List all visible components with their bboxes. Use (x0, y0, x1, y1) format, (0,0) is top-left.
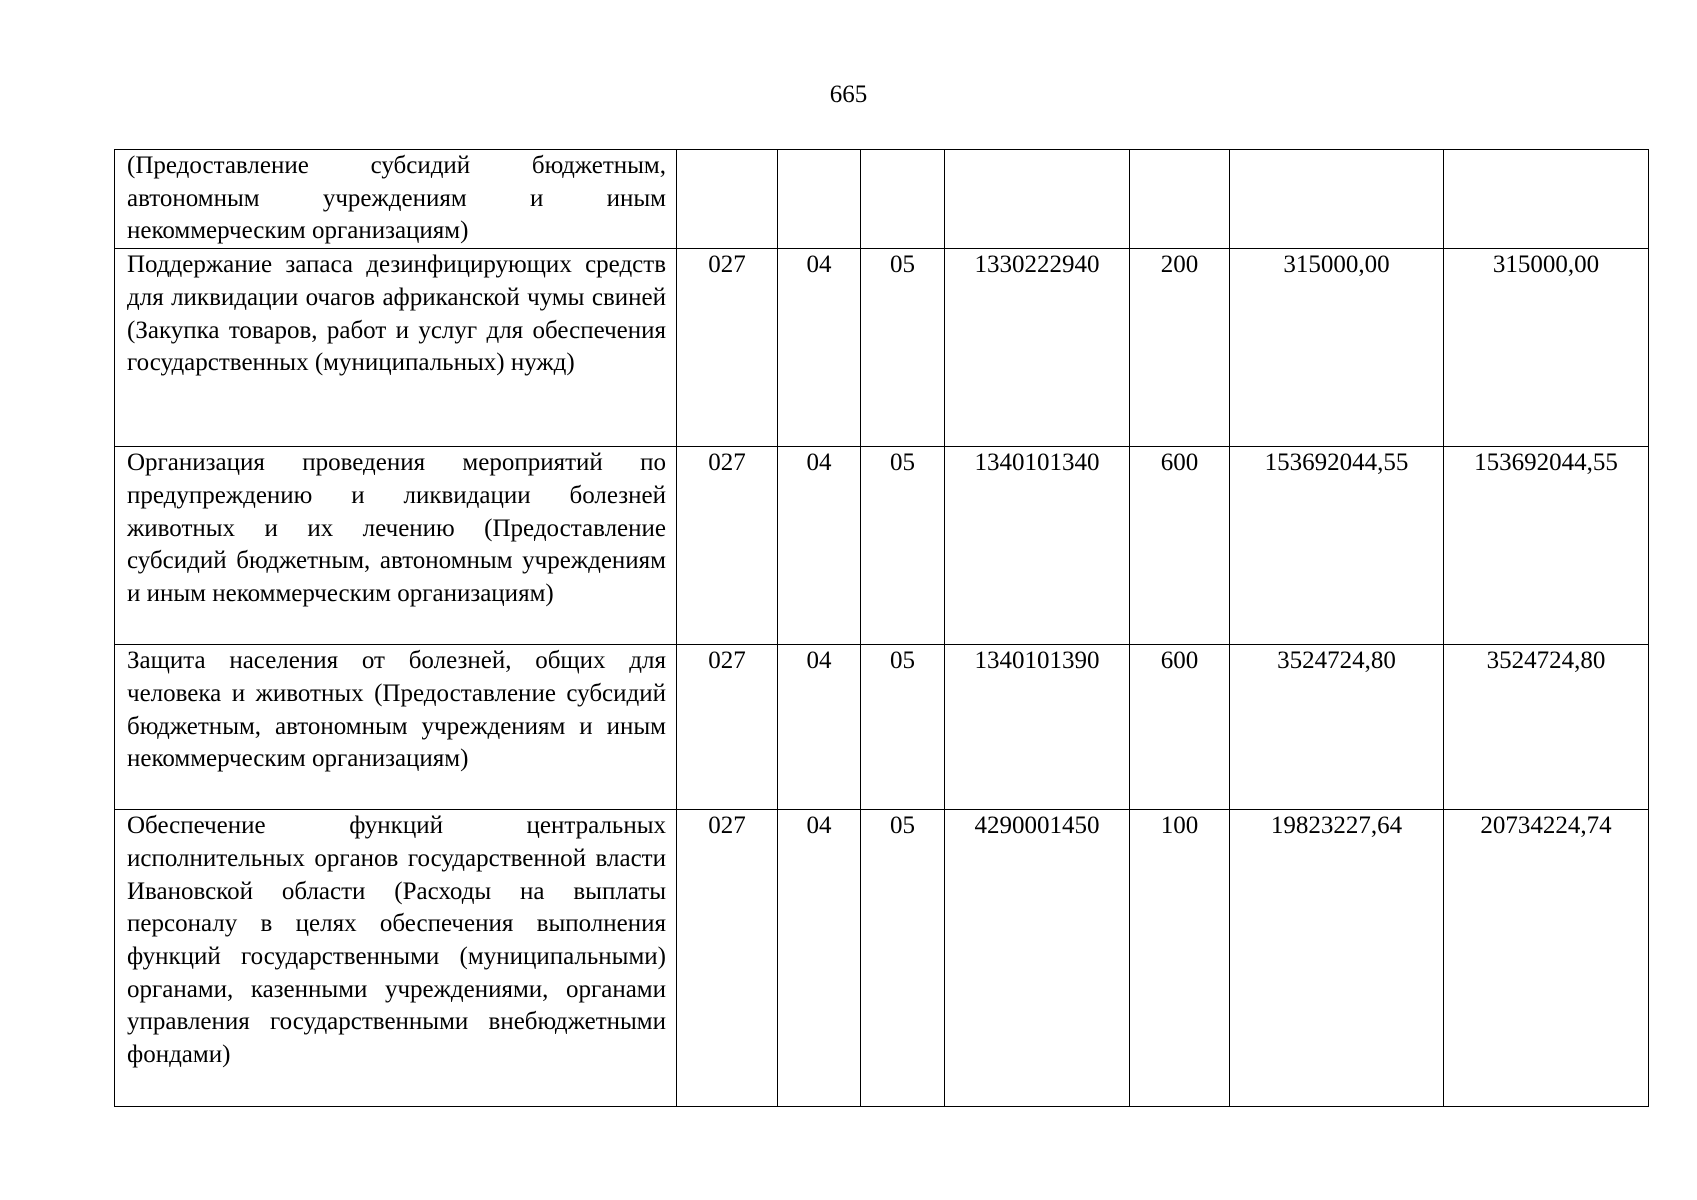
subsection-code: 05 (861, 810, 945, 1107)
subsection-code: 05 (861, 447, 945, 645)
expense-type-code: 200 (1130, 249, 1230, 447)
ministry-code: 027 (677, 810, 778, 1107)
expense-type-code: 100 (1130, 810, 1230, 1107)
amount-2: 153692044,55 (1444, 447, 1649, 645)
table-row (115, 249, 1649, 447)
row-description: Поддержание запаса дезинфицирующих средств для ликвидации очагов африканской чумы свиней (Закупка товаров, работ и услуг для обеспечения государственных (муниципальных) нужд) (115, 249, 677, 447)
section-code: 04 (778, 645, 861, 810)
row-description: (Предоставление субсидий бюджетным, автономным учреждениям и иным некоммерческим организациям) (115, 150, 677, 249)
row-description: Защита населения от болезней, общих для человека и животных (Предоставление субсидий бюджетным, автономным учреждениям и иным некоммерческим организациям) (115, 645, 677, 810)
row-description: Обеспечение функций центральных исполнительных органов государственной власти Ивановской области (Расходы на выплаты персоналу в целях обеспечения выполнения функций государственными (муниципальными) органами, казенными учреждениями, органами управления государственными внебюджетными фондами) (115, 810, 677, 1107)
amount-2: 315000,00 (1444, 249, 1649, 447)
ministry-code (677, 150, 778, 249)
subsection-code: 05 (861, 645, 945, 810)
amount-2: 20734224,74 (1444, 810, 1649, 1107)
ministry-code: 027 (677, 249, 778, 447)
amount-1: 315000,00 (1230, 249, 1444, 447)
section-code (778, 150, 861, 249)
budget-table (114, 149, 1649, 1107)
table-row (115, 150, 1649, 249)
subsection-code: 05 (861, 249, 945, 447)
expense-type-code (1130, 150, 1230, 249)
row-description: Организация проведения мероприятий по предупреждению и ликвидации болезней животных и их лечению (Предоставление субсидий бюджетным, автономным учреждениям и иным некоммерческим организациям) (115, 447, 677, 645)
table-row (115, 810, 1649, 1107)
amount-2 (1444, 150, 1649, 249)
target-article-code: 1340101340 (945, 447, 1130, 645)
amount-1: 153692044,55 (1230, 447, 1444, 645)
subsection-code (861, 150, 945, 249)
table-row (115, 645, 1649, 810)
section-code: 04 (778, 249, 861, 447)
page-number: 665 (829, 81, 868, 108)
ministry-code: 027 (677, 645, 778, 810)
section-code: 04 (778, 810, 861, 1107)
target-article-code: 4290001450 (945, 810, 1130, 1107)
expense-type-code: 600 (1130, 447, 1230, 645)
ministry-code: 027 (677, 447, 778, 645)
expense-type-code: 600 (1130, 645, 1230, 810)
amount-1: 3524724,80 (1230, 645, 1444, 810)
section-code: 04 (778, 447, 861, 645)
amount-2: 3524724,80 (1444, 645, 1649, 810)
target-article-code: 1330222940 (945, 249, 1130, 447)
target-article-code (945, 150, 1130, 249)
target-article-code: 1340101390 (945, 645, 1130, 810)
amount-1: 19823227,64 (1230, 810, 1444, 1107)
amount-1 (1230, 150, 1444, 249)
table-row (115, 447, 1649, 645)
